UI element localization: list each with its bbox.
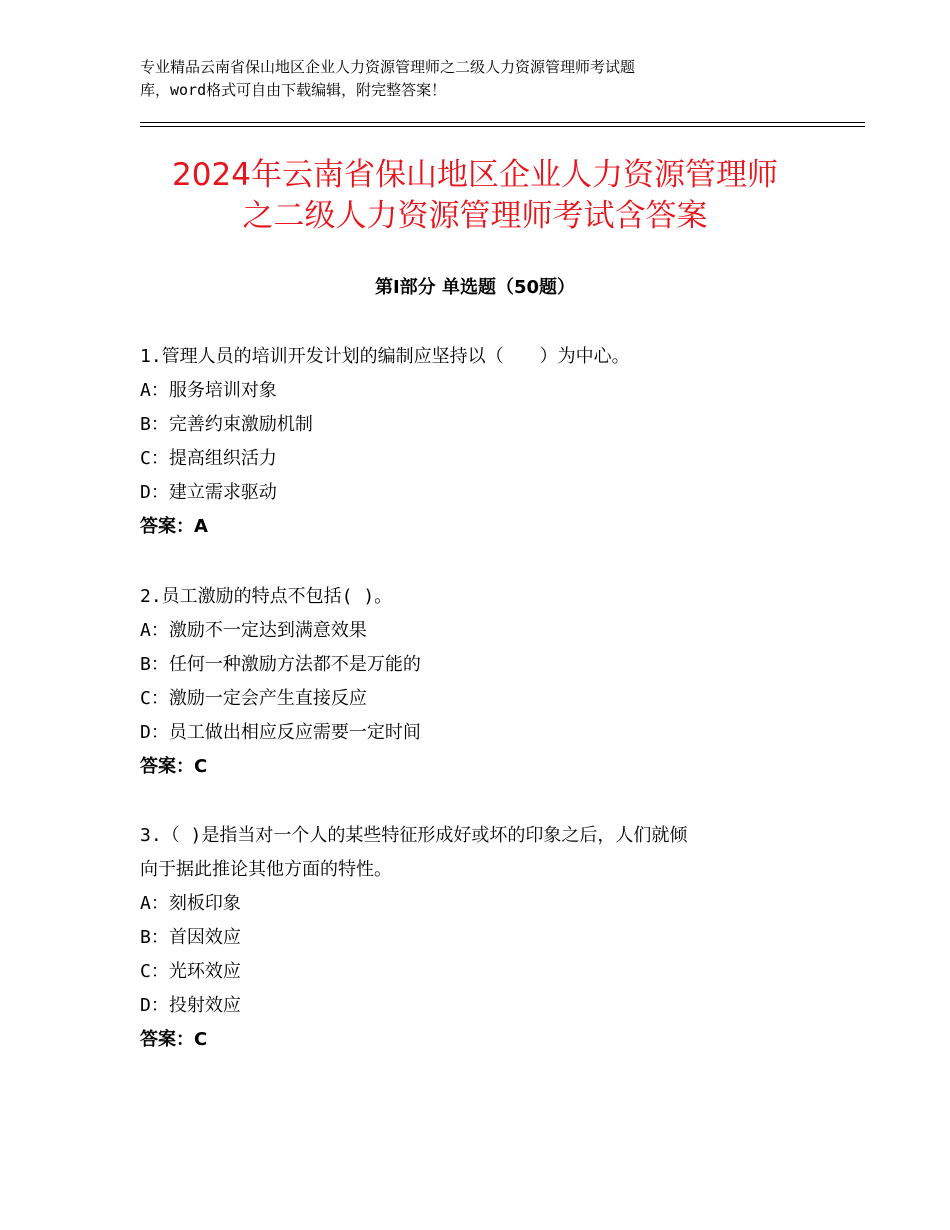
question-2-option-b: B：任何一种激励方法都不是万能的 bbox=[140, 654, 421, 675]
question-3-option-c: C：光环效应 bbox=[140, 961, 241, 982]
document-title bbox=[90, 155, 860, 237]
document-title-line-2: 之二级人力资源管理师考试含答案 bbox=[242, 198, 708, 234]
question-1-stem: 1.管理人员的培训开发计划的编制应坚持以（ ）为中心。 bbox=[140, 346, 630, 367]
question-2 bbox=[140, 580, 830, 784]
document-title-line-1: 2024年云南省保山地区企业人力资源管理师 bbox=[172, 157, 778, 193]
section-heading: 第Ⅰ部分 单选题（50题） bbox=[374, 277, 575, 298]
question-1-option-a: A：服务培训对象 bbox=[140, 380, 277, 401]
question-1-option-d: D：建立需求驱动 bbox=[140, 482, 277, 503]
header-divider-bottom bbox=[140, 126, 865, 127]
question-3 bbox=[140, 819, 830, 1057]
question-3-stem-line-2: 向于据此推论其他方面的特性。 bbox=[140, 859, 392, 880]
question-3-option-a: A：刻板印象 bbox=[140, 893, 241, 914]
question-1 bbox=[140, 340, 830, 544]
question-3-answer: 答案：C bbox=[140, 1029, 208, 1050]
question-2-answer: 答案：C bbox=[140, 756, 208, 777]
question-1-option-c: C：提高组织活力 bbox=[140, 448, 277, 469]
header-note bbox=[140, 56, 780, 102]
question-3-option-d: D：投射效应 bbox=[140, 995, 241, 1016]
header-note-line-1: 专业精品云南省保山地区企业人力资源管理师之二级人力资源管理师考试题 bbox=[140, 58, 636, 76]
header-note-line-2: 库，word格式可自由下载编辑，附完整答案！ bbox=[140, 81, 447, 99]
question-2-option-c: C：激励一定会产生直接反应 bbox=[140, 688, 367, 709]
question-2-stem: 2.员工激励的特点不包括( )。 bbox=[140, 586, 393, 607]
question-1-option-b: B：完善约束激励机制 bbox=[140, 414, 313, 435]
question-3-option-b: B：首因效应 bbox=[140, 927, 241, 948]
question-3-stem-line-1: 3.（ )是指当对一个人的某些特征形成好或坏的印象之后，人们就倾 bbox=[140, 825, 688, 846]
question-1-answer: 答案：A bbox=[140, 516, 208, 537]
header-divider-top bbox=[140, 122, 865, 123]
question-2-option-a: A：激励不一定达到满意效果 bbox=[140, 620, 367, 641]
question-2-option-d: D：员工做出相应反应需要一定时间 bbox=[140, 722, 421, 743]
